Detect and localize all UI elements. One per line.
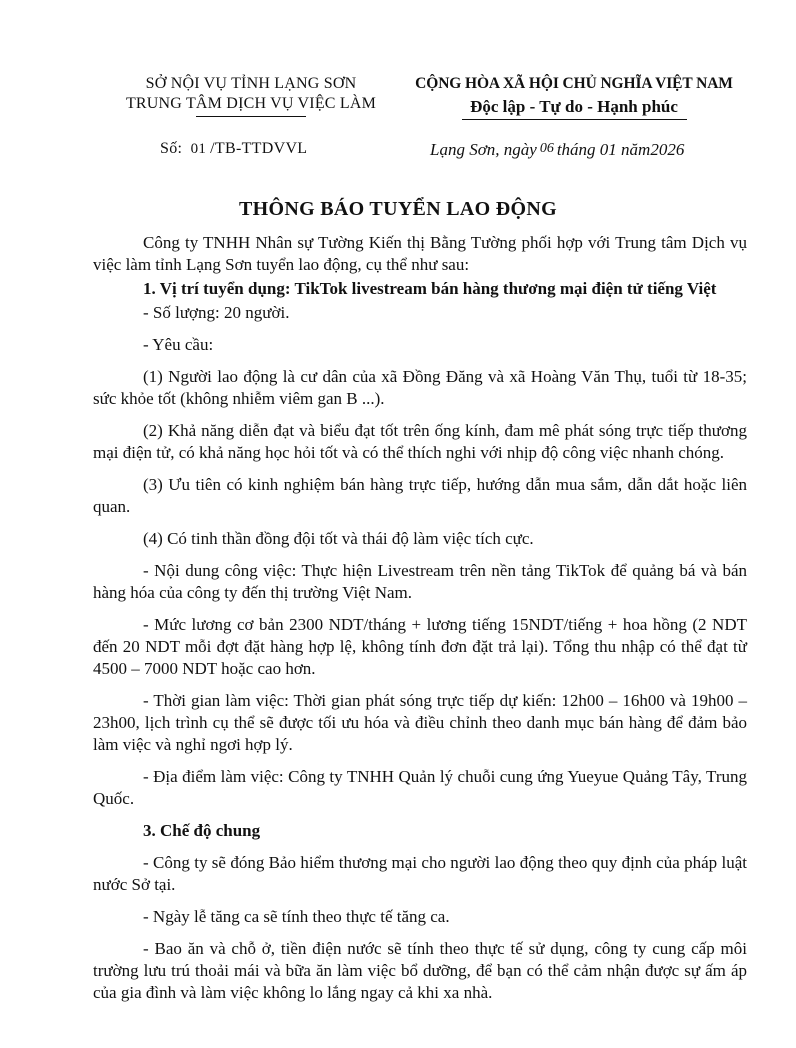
issue-date [430,140,684,160]
issuer-header [96,74,406,117]
requirement-3: (3) Ưu tiên có kinh nghiệm bán hàng trực tiếp, hướng dẫn mua sắm, dẫn dắt hoặc liên quan. [93,475,747,516]
insurance-paragraph: - Công ty sẽ đóng Bảo hiểm thương mại cho người lao động theo quy định của pháp luật nước Sở tại. [93,853,747,894]
doc-no-number: 01 [190,141,207,157]
requirement-4: (4) Có tinh thần đồng đội tốt và thái độ làm việc tích cực. [143,529,534,548]
requirements-line: - Yêu cầu: [143,335,214,354]
requirement-1: (1) Người lao động là cư dân của xã Đồng Đăng và xã Hoàng Văn Thụ, tuổi từ 18-35; sức khỏe tốt (không nhiễm viêm gan B ...). [93,367,747,408]
salary-paragraph: - Mức lương cơ bản 2300 NDT/tháng + lương tiếng 15NDT/tiếng + hoa hồng (2 NDT đến 20 NDT mỗi đợt đặt hàng hợp lệ, không tính đơn đặt trả lại). Tổng thu nhập có thể đạt từ 4500 – 7000 NDT hoặc cao hơn. [93,615,747,678]
doc-no-prefix: Số: [160,140,183,157]
section-3-heading: 3. Chế độ chung [143,821,261,840]
working-hours: - Thời gian làm việc: Thời gian phát sóng trực tiếp dự kiến: 12h00 – 16h00 và 19h00 – 23h00, lịch trình cụ thể sẽ được tối ưu hóa và điều chỉnh theo danh mục bán hàng để đảm bảo làm việc và nghỉ ngơi hợp lý. [93,691,747,754]
national-header [404,74,744,120]
doc-no-suffix: /TB-TTDVVL [210,140,308,157]
motto: Độc lập - Tự do - Hạnh phúc [470,97,678,116]
requirement-2: (2) Khả năng diễn đạt và biểu đạt tốt trên ống kính, đam mê phát sóng trực tiếp thương mại điện tử, có khả năng học hỏi tốt và có thể thích nghi với nhịp độ công việc nhanh chóng. [93,421,747,462]
board-paragraph: - Bao ăn và chỗ ở, tiền điện nước sẽ tính theo thực tế sử dụng, công ty cung cấp môi trường lưu trú thoải mái và bữa ăn làm việc bổ dưỡng, để bạn có thể cảm nhận được sự ấm áp của gia đình và làm việc không lo lắng ngay cả khi xa nhà. [93,939,747,1002]
date-suffix: tháng 01 năm2026 [556,140,685,159]
job-content: - Nội dung công việc: Thực hiện Livestream trên nền tảng TikTok để quảng bá và bán hàng hóa của công ty đến thị trường Việt Nam. [93,561,747,602]
intro-paragraph: Công ty TNHH Nhân sự Tường Kiến thị Bằng Tường phối hợp với Trung tâm Dịch vụ việc làm tỉnh Lạng Sơn tuyển lao động, cụ thể như sau: [93,233,747,274]
center-name: TRUNG TÂM DỊCH VỤ VIỆC LÀM [125,95,377,112]
agency-name: SỞ NỘI VỤ TỈNH LẠNG SƠN [145,75,357,92]
document-body [93,232,747,1014]
motto-underline [462,119,687,120]
center-underline [196,116,306,117]
document-title: THÔNG BÁO TUYỂN LAO ĐỘNG [239,198,557,220]
date-day: 06 [539,141,554,156]
section-1-heading: 1. Vị trí tuyển dụng: TikTok livestream bán hàng thương mại điện tử tiếng Việt [143,279,717,298]
quantity-line: - Số lượng: 20 người. [143,303,290,322]
nation-title: CỘNG HÒA XÃ HỘI CHỦ NGHĨA VIỆT NAM [415,75,733,92]
document-number [160,140,307,158]
date-prefix: Lạng Sơn, ngày [430,140,537,159]
overtime-paragraph: - Ngày lễ tăng ca sẽ tính theo thực tế tăng ca. [143,907,450,926]
work-location: - Địa điểm làm việc: Công ty TNHH Quản lý chuỗi cung ứng Yueyue Quảng Tây, Trung Quốc. [93,767,747,808]
